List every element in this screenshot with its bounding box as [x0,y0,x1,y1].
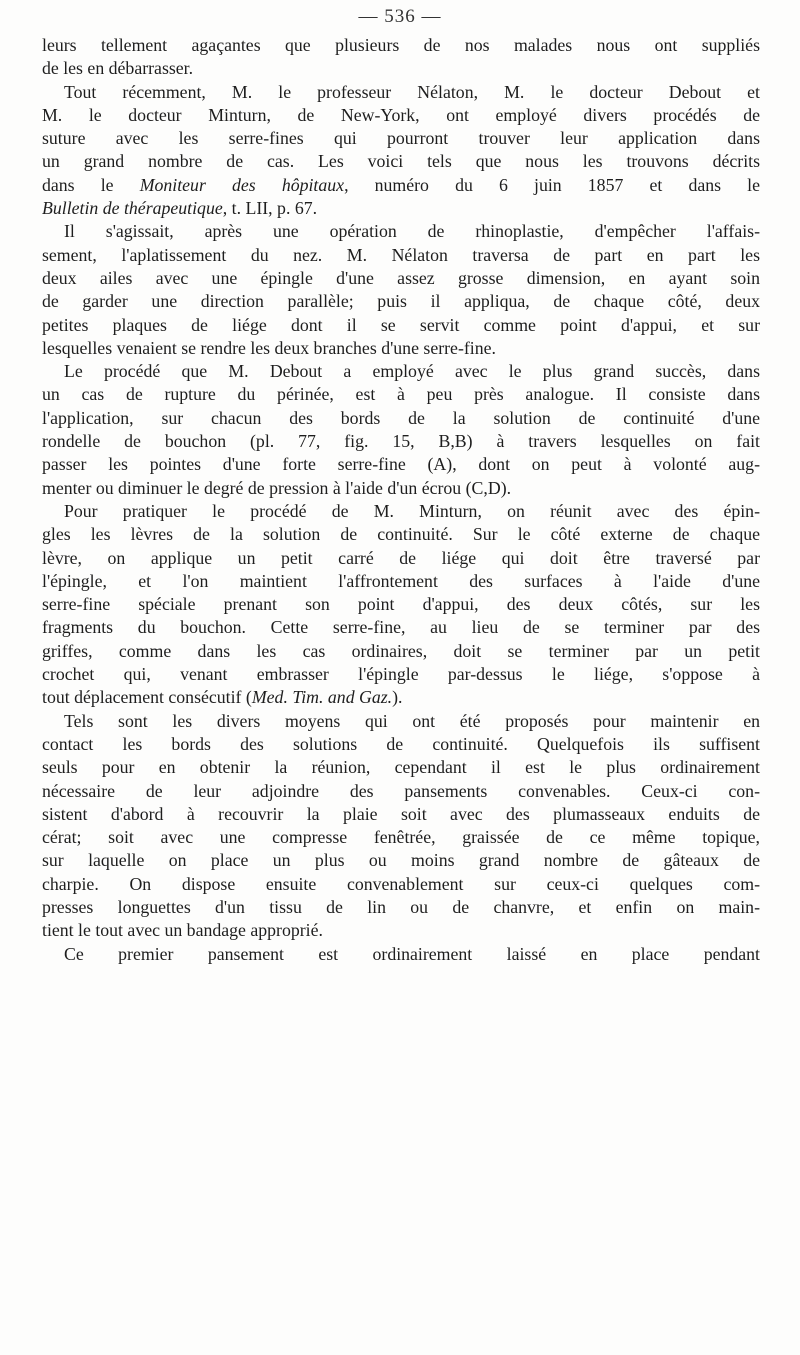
text-line: Bulletin de thérapeutique, t. LII, p. 67. [42,198,318,219]
text-line: tient le tout avec un bandage approprié. [42,920,323,941]
text-line: serre-fine spéciale prenant son point d'appui, des deux côtés, sur les [42,594,760,615]
text-line: crochet qui, venant embrasser l'épingle par-dessus le liége, s'oppose à [42,664,760,685]
text-line: Le procédé que M. Debout a employé avec le plus grand succès, dans [64,361,760,382]
text-line: sistent d'abord à recouvrir la plaie soit avec des plumasseaux enduits de [42,803,760,824]
text-line: petites plaques de liége dont il se servit comme point d'appui, et sur [42,314,760,335]
text-line: nécessaire de leur adjoindre des pansements convenables. Ceux-ci con- [42,780,760,801]
text-line: Ce premier pansement est ordinairement laissé en place pendant [64,943,760,964]
text-line: presses longuettes d'un tissu de lin ou de chanvre, et enfin on main- [42,896,760,917]
text-line: Tout récemment, M. le professeur Nélaton, M. le docteur Debout et [64,81,760,102]
text-line: rondelle de bouchon (pl. 77, fig. 15, B,B) à travers lesquelles on fait [42,431,760,452]
text-line: Pour pratiquer le procédé de M. Minturn, on réunit avec des épin- [64,500,760,521]
text-line: menter ou diminuer le degré de pression à l'aide d'un écrou (C,D). [42,477,512,498]
text-line: dans le Moniteur des hôpitaux, numéro du 6 juin 1857 et dans le [42,174,760,195]
text-line: de les en débarrasser. [42,58,194,79]
text-line: l'épingle, et l'on maintient l'affrontement des surfaces à l'aide d'une [42,570,760,591]
text-line: seuls pour en obtenir la réunion, cependant il est le plus ordinairement [42,757,760,778]
body-text [42,34,760,966]
text-line: sur laquelle on place un plus ou moins grand nombre de gâteaux de [42,850,760,871]
text-line: suture avec les serre-fines qui pourront trouver leur application dans [42,128,760,149]
text-line: Tels sont les divers moyens qui ont été proposés pour maintenir en [64,710,760,731]
text-line: lesquelles venaient se rendre les deux branches d'une serre-fine. [42,337,496,358]
text-line: M. le docteur Minturn, de New-York, ont employé divers procédés de [42,104,760,125]
text-line: lèvre, on applique un petit carré de liége qui doit être traversé par [42,547,760,568]
text-line: un grand nombre de cas. Les voici tels que nous les trouvons décrits [42,151,760,172]
text-line: fragments du bouchon. Cette serre-fine, au lieu de se terminer par des [42,617,760,638]
text-line: cérat; soit avec une compresse fenêtrée, graissée de ce même topique, [42,827,760,848]
text-line: deux ailes avec une épingle d'une assez grosse dimension, en ayant soin [42,267,760,288]
text-line: sement, l'aplatissement du nez. M. Nélaton traversa de part en part les [42,244,760,265]
text-line: un cas de rupture du périnée, est à peu près analogue. Il consiste dans [42,384,760,405]
text-line: leurs tellement agaçantes que plusieurs de nos malades nous ont suppliés [42,35,760,55]
text-line: charpie. On dispose ensuite convenablement sur ceux-ci quelques com- [42,873,760,894]
text-line: Il s'agissait, après une opération de rhinoplastie, d'empêcher l'affais- [64,221,760,242]
text-line: griffes, comme dans les cas ordinaires, doit se terminer par un petit [42,640,760,661]
text-line: l'application, sur chacun des bords de la solution de continuité d'une [42,407,760,428]
text-line: tout déplacement consécutif (Med. Tim. and Gaz.). [42,687,403,708]
text-line: gles les lèvres de la solution de continuité. Sur le côté externe de chaque [42,524,760,545]
page-number: — 536 — [358,6,442,27]
text-line: de garder une direction parallèle; puis il appliqua, de chaque côté, deux [42,291,760,312]
text-line: passer les pointes d'une forte serre-fine (A), dont on peut à volonté aug- [42,454,760,475]
text-line: contact les bords des solutions de continuité. Quelquefois ils suffisent [42,733,760,754]
